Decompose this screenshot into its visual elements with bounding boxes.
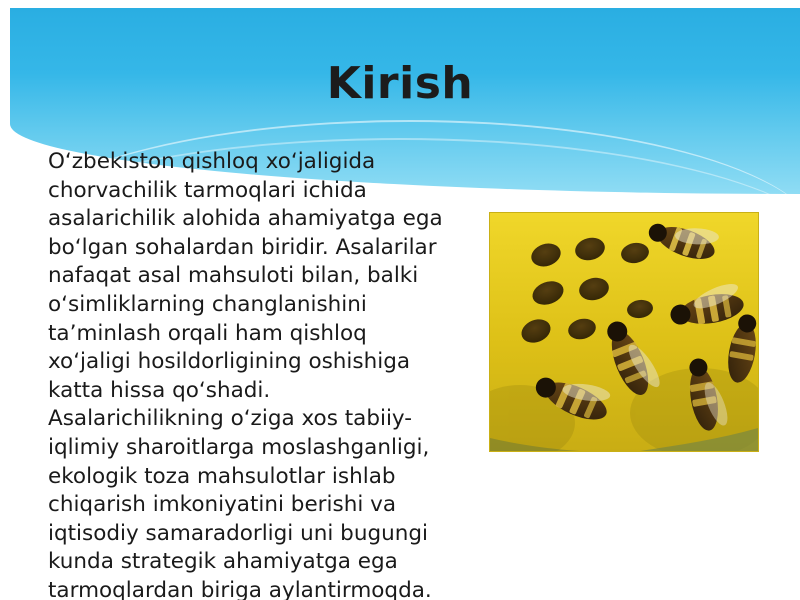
bees-photo-graphic [490,213,758,451]
bees-photo [489,212,759,452]
body-paragraph: O‘zbekiston qishloq xo‘jaligida chorvachilik tarmoqlari ichida asalarichilik alohida ahamiyatga ega bo‘lgan sohalardan biridir. Asalarilar nafaqat asal mahsuloti bilan, balki o‘simliklarning changlanishini ta’minlash orqali ham qishloq xo‘jaligi hosildorligining oshishiga katta hissa qo‘shadi. Asalarichilikning o‘ziga xos tabiiy-iqlimiy sharoitlarga moslashganligi, ekologik toza mahsulotlar ishlab chiqarish imkoniyatini berishi va iqtisodiy samaradorligi uni bugungi kunda strategik ahamiyatga ega tarmoqlardan biriga aylantirmoqda. [48,149,450,600]
page-title: Kirish [326,58,474,109]
